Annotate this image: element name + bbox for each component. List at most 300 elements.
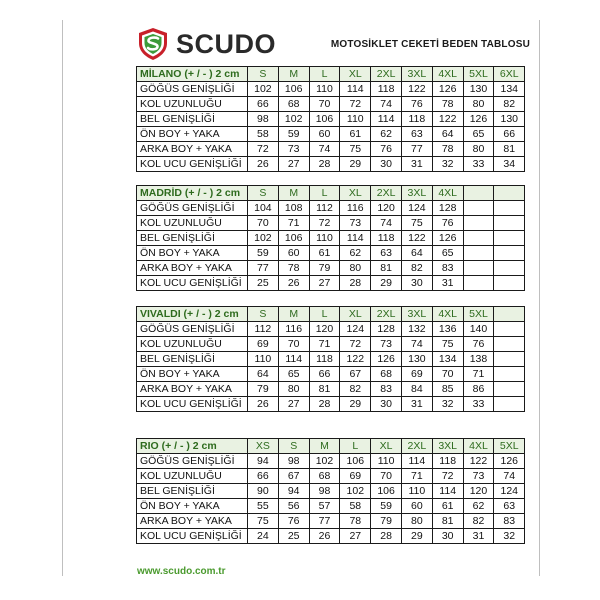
measurement-value: 31	[432, 276, 463, 291]
measurement-value: 62	[340, 246, 371, 261]
measurement-value: 82	[340, 382, 371, 397]
measurement-value: 120	[309, 322, 340, 337]
measurement-value: 27	[340, 529, 371, 544]
measurement-value: 66	[494, 127, 525, 142]
size-table	[136, 66, 525, 172]
table-row	[137, 216, 525, 231]
measurement-value: 77	[401, 142, 432, 157]
model-name: VIVALDI (+ / - ) 2 cm	[137, 307, 248, 322]
measurement-value: 68	[309, 469, 340, 484]
measurement-value: 110	[340, 112, 371, 127]
measurement-value: 71	[309, 337, 340, 352]
size-header: L	[309, 186, 340, 201]
measurement-value: 34	[494, 157, 525, 172]
measurement-value: 25	[278, 529, 309, 544]
measurement-value	[494, 367, 525, 382]
measurement-value: 64	[432, 127, 463, 142]
measurement-label: ARKA BOY + YAKA	[137, 142, 248, 157]
measurement-value	[494, 337, 525, 352]
measurement-value	[494, 261, 525, 276]
measurement-value: 90	[248, 484, 279, 499]
measurement-label: BEL GENİŞLİĞİ	[137, 231, 248, 246]
measurement-value: 114	[340, 231, 371, 246]
measurement-value: 73	[340, 216, 371, 231]
measurement-value: 67	[340, 367, 371, 382]
measurement-value: 106	[340, 454, 371, 469]
measurement-value: 114	[401, 454, 432, 469]
page-title: MOTOSİKLET CEKETİ BEDEN TABLOSU	[330, 39, 530, 50]
size-header: S	[248, 307, 279, 322]
measurement-value: 26	[248, 157, 279, 172]
table-row	[137, 484, 525, 499]
measurement-value: 68	[278, 97, 309, 112]
measurement-value: 75	[340, 142, 371, 157]
size-header: 4XL	[463, 439, 494, 454]
size-header: 3XL	[401, 186, 432, 201]
measurement-value: 132	[401, 322, 432, 337]
measurement-value: 55	[248, 499, 279, 514]
measurement-value: 102	[248, 82, 279, 97]
size-header: 4XL	[432, 186, 463, 201]
measurement-label: KOL UZUNLUĞU	[137, 216, 248, 231]
measurement-value: 69	[340, 469, 371, 484]
measurement-label: GÖĞÜS GENİŞLİĞİ	[137, 82, 248, 97]
measurement-value	[463, 201, 494, 216]
measurement-value: 72	[340, 97, 371, 112]
measurement-value: 63	[371, 246, 402, 261]
measurement-value: 81	[494, 142, 525, 157]
measurement-value: 85	[432, 382, 463, 397]
measurement-value: 122	[463, 454, 494, 469]
measurement-value: 124	[494, 484, 525, 499]
measurement-label: KOL UCU GENİŞLİĞİ	[137, 276, 248, 291]
measurement-value: 79	[248, 382, 279, 397]
measurement-label: KOL UCU GENİŞLİĞİ	[137, 397, 248, 412]
measurement-value: 98	[278, 454, 309, 469]
size-header: XL	[371, 439, 402, 454]
measurement-value: 98	[309, 484, 340, 499]
measurement-value: 67	[278, 469, 309, 484]
measurement-value: 66	[248, 469, 279, 484]
measurement-value: 110	[309, 82, 340, 97]
size-header	[463, 186, 494, 201]
measurement-value: 120	[463, 484, 494, 499]
size-header: M	[278, 307, 309, 322]
measurement-value: 58	[248, 127, 279, 142]
measurement-value: 31	[463, 529, 494, 544]
measurement-value: 79	[309, 261, 340, 276]
measurement-value: 82	[463, 514, 494, 529]
size-header: 5XL	[494, 439, 525, 454]
measurement-value: 114	[432, 484, 463, 499]
size-header: 2XL	[371, 307, 402, 322]
table-row	[137, 142, 525, 157]
measurement-value: 118	[371, 231, 402, 246]
measurement-value: 71	[401, 469, 432, 484]
measurement-value: 64	[401, 246, 432, 261]
measurement-value: 122	[340, 352, 371, 367]
size-header	[494, 186, 525, 201]
size-header: XL	[340, 307, 371, 322]
measurement-value: 59	[248, 246, 279, 261]
measurement-value: 118	[401, 112, 432, 127]
measurement-label: GÖĞÜS GENİŞLİĞİ	[137, 454, 248, 469]
measurement-value: 71	[278, 216, 309, 231]
measurement-value: 80	[463, 142, 494, 157]
measurement-label: ÖN BOY + YAKA	[137, 246, 248, 261]
measurement-value	[463, 261, 494, 276]
measurement-value: 30	[401, 276, 432, 291]
measurement-value: 128	[371, 322, 402, 337]
measurement-value: 27	[309, 276, 340, 291]
measurement-value: 110	[309, 231, 340, 246]
measurement-value: 122	[401, 82, 432, 97]
measurement-value: 57	[309, 499, 340, 514]
measurement-value: 68	[371, 367, 402, 382]
size-header: 5XL	[463, 307, 494, 322]
measurement-value: 66	[309, 367, 340, 382]
measurement-value: 73	[371, 337, 402, 352]
table-row	[137, 397, 525, 412]
measurement-value: 70	[248, 216, 279, 231]
table-row	[137, 382, 525, 397]
measurement-value: 26	[309, 529, 340, 544]
measurement-value: 134	[432, 352, 463, 367]
measurement-label: KOL UZUNLUĞU	[137, 469, 248, 484]
measurement-value: 30	[432, 529, 463, 544]
measurement-value: 76	[463, 337, 494, 352]
measurement-value: 29	[371, 276, 402, 291]
measurement-value: 126	[432, 231, 463, 246]
measurement-value: 136	[432, 322, 463, 337]
size-header: 2XL	[401, 439, 432, 454]
model-name: MİLANO (+ / - ) 2 cm	[137, 67, 248, 82]
measurement-value	[494, 352, 525, 367]
measurement-value: 110	[371, 454, 402, 469]
measurement-value: 28	[309, 157, 340, 172]
measurement-value: 80	[401, 514, 432, 529]
measurement-label: KOL UCU GENİŞLİĞİ	[137, 529, 248, 544]
measurement-value: 98	[248, 112, 279, 127]
measurement-value: 65	[278, 367, 309, 382]
measurement-value: 59	[278, 127, 309, 142]
measurement-value: 80	[463, 97, 494, 112]
measurement-value: 110	[248, 352, 279, 367]
measurement-value: 74	[401, 337, 432, 352]
measurement-label: ÖN BOY + YAKA	[137, 499, 248, 514]
measurement-label: BEL GENİŞLİĞİ	[137, 112, 248, 127]
measurement-value: 63	[401, 127, 432, 142]
measurement-value: 76	[401, 97, 432, 112]
measurement-value: 79	[371, 514, 402, 529]
table-row	[137, 261, 525, 276]
measurement-value: 108	[278, 201, 309, 216]
measurement-value: 134	[494, 82, 525, 97]
measurement-value	[463, 246, 494, 261]
measurement-value: 70	[278, 337, 309, 352]
measurement-value	[494, 246, 525, 261]
measurement-value: 128	[432, 201, 463, 216]
size-table	[136, 438, 525, 544]
measurement-value: 102	[278, 112, 309, 127]
table-row	[137, 322, 525, 337]
measurement-value: 61	[340, 127, 371, 142]
measurement-value: 82	[401, 261, 432, 276]
measurement-value: 72	[309, 216, 340, 231]
measurement-value: 118	[371, 82, 402, 97]
measurement-value: 27	[278, 157, 309, 172]
measurement-value: 73	[463, 469, 494, 484]
measurement-value	[494, 382, 525, 397]
measurement-value	[494, 231, 525, 246]
measurement-value: 62	[463, 499, 494, 514]
measurement-value: 28	[340, 276, 371, 291]
measurement-value: 84	[401, 382, 432, 397]
header	[136, 26, 534, 64]
measurement-value: 72	[432, 469, 463, 484]
size-header: M	[278, 186, 309, 201]
size-header: S	[278, 439, 309, 454]
measurement-value: 27	[278, 397, 309, 412]
measurement-value: 124	[340, 322, 371, 337]
measurement-value: 29	[340, 157, 371, 172]
measurement-value: 70	[432, 367, 463, 382]
measurement-value: 126	[494, 454, 525, 469]
table-row	[137, 231, 525, 246]
measurement-value: 56	[278, 499, 309, 514]
size-table	[136, 185, 525, 291]
measurement-value	[463, 216, 494, 231]
measurement-value	[463, 231, 494, 246]
table-row	[137, 97, 525, 112]
measurement-value: 75	[401, 216, 432, 231]
measurement-value: 80	[340, 261, 371, 276]
measurement-value: 74	[494, 469, 525, 484]
measurement-value: 130	[494, 112, 525, 127]
size-header: S	[248, 186, 279, 201]
table-row	[137, 112, 525, 127]
measurement-value: 77	[309, 514, 340, 529]
measurement-value: 63	[494, 499, 525, 514]
measurement-value: 83	[494, 514, 525, 529]
table-row	[137, 469, 525, 484]
measurement-value: 29	[340, 397, 371, 412]
measurement-value	[494, 322, 525, 337]
measurement-label: ARKA BOY + YAKA	[137, 261, 248, 276]
measurement-value: 60	[401, 499, 432, 514]
measurement-value: 94	[278, 484, 309, 499]
brand-name: SCUDO	[176, 28, 277, 59]
measurement-label: BEL GENİŞLİĞİ	[137, 352, 248, 367]
measurement-value: 104	[248, 201, 279, 216]
measurement-value: 106	[371, 484, 402, 499]
measurement-value: 102	[340, 484, 371, 499]
measurement-value: 106	[278, 231, 309, 246]
measurement-value: 58	[340, 499, 371, 514]
measurement-value: 112	[248, 322, 279, 337]
measurement-value: 76	[432, 216, 463, 231]
measurement-label: GÖĞÜS GENİŞLİĞİ	[137, 322, 248, 337]
measurement-label: ÖN BOY + YAKA	[137, 367, 248, 382]
measurement-value: 71	[463, 367, 494, 382]
measurement-value: 112	[309, 201, 340, 216]
website-url[interactable]: www.scudo.com.tr	[137, 566, 226, 577]
measurement-value	[494, 216, 525, 231]
measurement-value: 78	[278, 261, 309, 276]
measurement-label: BEL GENİŞLİĞİ	[137, 484, 248, 499]
measurement-value: 72	[248, 142, 279, 157]
measurement-value: 80	[278, 382, 309, 397]
measurement-value: 25	[248, 276, 279, 291]
measurement-value: 69	[248, 337, 279, 352]
shield-s-icon	[136, 27, 170, 61]
model-name: MADRİD (+ / - ) 2 cm	[137, 186, 248, 201]
measurement-label: ARKA BOY + YAKA	[137, 514, 248, 529]
measurement-label: KOL UZUNLUĞU	[137, 337, 248, 352]
measurement-value	[494, 201, 525, 216]
measurement-value: 138	[463, 352, 494, 367]
measurement-value: 72	[340, 337, 371, 352]
size-header: 2XL	[371, 67, 402, 82]
measurement-value: 106	[309, 112, 340, 127]
table-row	[137, 529, 525, 544]
size-header: 4XL	[432, 307, 463, 322]
measurement-value: 60	[278, 246, 309, 261]
measurement-value: 116	[278, 322, 309, 337]
size-table	[136, 306, 525, 412]
measurement-value: 110	[401, 484, 432, 499]
size-header: XL	[340, 186, 371, 201]
measurement-value: 66	[248, 97, 279, 112]
measurement-value: 76	[278, 514, 309, 529]
measurement-value: 81	[309, 382, 340, 397]
measurement-value: 59	[371, 499, 402, 514]
measurement-value: 65	[463, 127, 494, 142]
size-header: 6XL	[494, 67, 525, 82]
measurement-label: ÖN BOY + YAKA	[137, 127, 248, 142]
measurement-value: 118	[432, 454, 463, 469]
measurement-value: 31	[401, 397, 432, 412]
measurement-label: GÖĞÜS GENİŞLİĞİ	[137, 201, 248, 216]
table-row	[137, 367, 525, 382]
measurement-value: 116	[340, 201, 371, 216]
measurement-value: 86	[463, 382, 494, 397]
measurement-value: 28	[371, 529, 402, 544]
measurement-value: 124	[401, 201, 432, 216]
table-row	[137, 127, 525, 142]
measurement-value	[494, 397, 525, 412]
measurement-value: 102	[248, 231, 279, 246]
measurement-value: 76	[371, 142, 402, 157]
measurement-value: 77	[248, 261, 279, 276]
measurement-value: 70	[371, 469, 402, 484]
measurement-value: 130	[463, 82, 494, 97]
measurement-value: 28	[309, 397, 340, 412]
measurement-value: 75	[432, 337, 463, 352]
table-header-row	[137, 186, 525, 201]
measurement-value: 126	[463, 112, 494, 127]
measurement-value: 33	[463, 157, 494, 172]
measurement-value: 70	[309, 97, 340, 112]
measurement-value: 61	[309, 246, 340, 261]
measurement-value: 26	[248, 397, 279, 412]
measurement-value: 62	[371, 127, 402, 142]
size-header: XS	[248, 439, 279, 454]
measurement-value: 75	[248, 514, 279, 529]
measurement-value: 83	[432, 261, 463, 276]
size-header	[494, 307, 525, 322]
measurement-value: 126	[371, 352, 402, 367]
measurement-value: 32	[494, 529, 525, 544]
size-header: 4XL	[432, 67, 463, 82]
measurement-label: KOL UCU GENİŞLİĞİ	[137, 157, 248, 172]
table-row	[137, 454, 525, 469]
measurement-value: 106	[278, 82, 309, 97]
measurement-value: 74	[371, 216, 402, 231]
table-header-row	[137, 307, 525, 322]
measurement-value	[494, 276, 525, 291]
table-row	[137, 157, 525, 172]
brand-logo	[136, 26, 276, 62]
measurement-value: 60	[309, 127, 340, 142]
table-row	[137, 276, 525, 291]
measurement-value: 32	[432, 397, 463, 412]
measurement-value: 65	[432, 246, 463, 261]
measurement-value: 61	[432, 499, 463, 514]
measurement-value: 94	[248, 454, 279, 469]
table-row	[137, 82, 525, 97]
size-header: 3XL	[432, 439, 463, 454]
size-header: L	[340, 439, 371, 454]
table-header-row	[137, 439, 525, 454]
measurement-value: 78	[432, 97, 463, 112]
measurement-value: 31	[401, 157, 432, 172]
measurement-label: ARKA BOY + YAKA	[137, 382, 248, 397]
measurement-value: 73	[278, 142, 309, 157]
measurement-label: KOL UZUNLUĞU	[137, 97, 248, 112]
measurement-value: 81	[432, 514, 463, 529]
measurement-value: 24	[248, 529, 279, 544]
measurement-value: 74	[371, 97, 402, 112]
measurement-value: 114	[340, 82, 371, 97]
measurement-value: 81	[371, 261, 402, 276]
measurement-value	[463, 276, 494, 291]
measurement-value: 30	[371, 157, 402, 172]
measurement-value: 69	[401, 367, 432, 382]
measurement-value: 78	[432, 142, 463, 157]
measurement-value: 26	[278, 276, 309, 291]
measurement-value: 120	[371, 201, 402, 216]
table-row	[137, 337, 525, 352]
size-header: XL	[340, 67, 371, 82]
measurement-value: 118	[309, 352, 340, 367]
size-header: 5XL	[463, 67, 494, 82]
table-header-row	[137, 67, 525, 82]
size-header: S	[248, 67, 279, 82]
size-header: 2XL	[371, 186, 402, 201]
measurement-value: 82	[494, 97, 525, 112]
measurement-value: 74	[309, 142, 340, 157]
measurement-value: 83	[371, 382, 402, 397]
size-header: L	[309, 67, 340, 82]
measurement-value: 114	[278, 352, 309, 367]
size-header: 3XL	[401, 307, 432, 322]
measurement-value: 30	[371, 397, 402, 412]
measurement-value: 33	[463, 397, 494, 412]
size-header: M	[309, 439, 340, 454]
measurement-value: 64	[248, 367, 279, 382]
measurement-value: 122	[401, 231, 432, 246]
